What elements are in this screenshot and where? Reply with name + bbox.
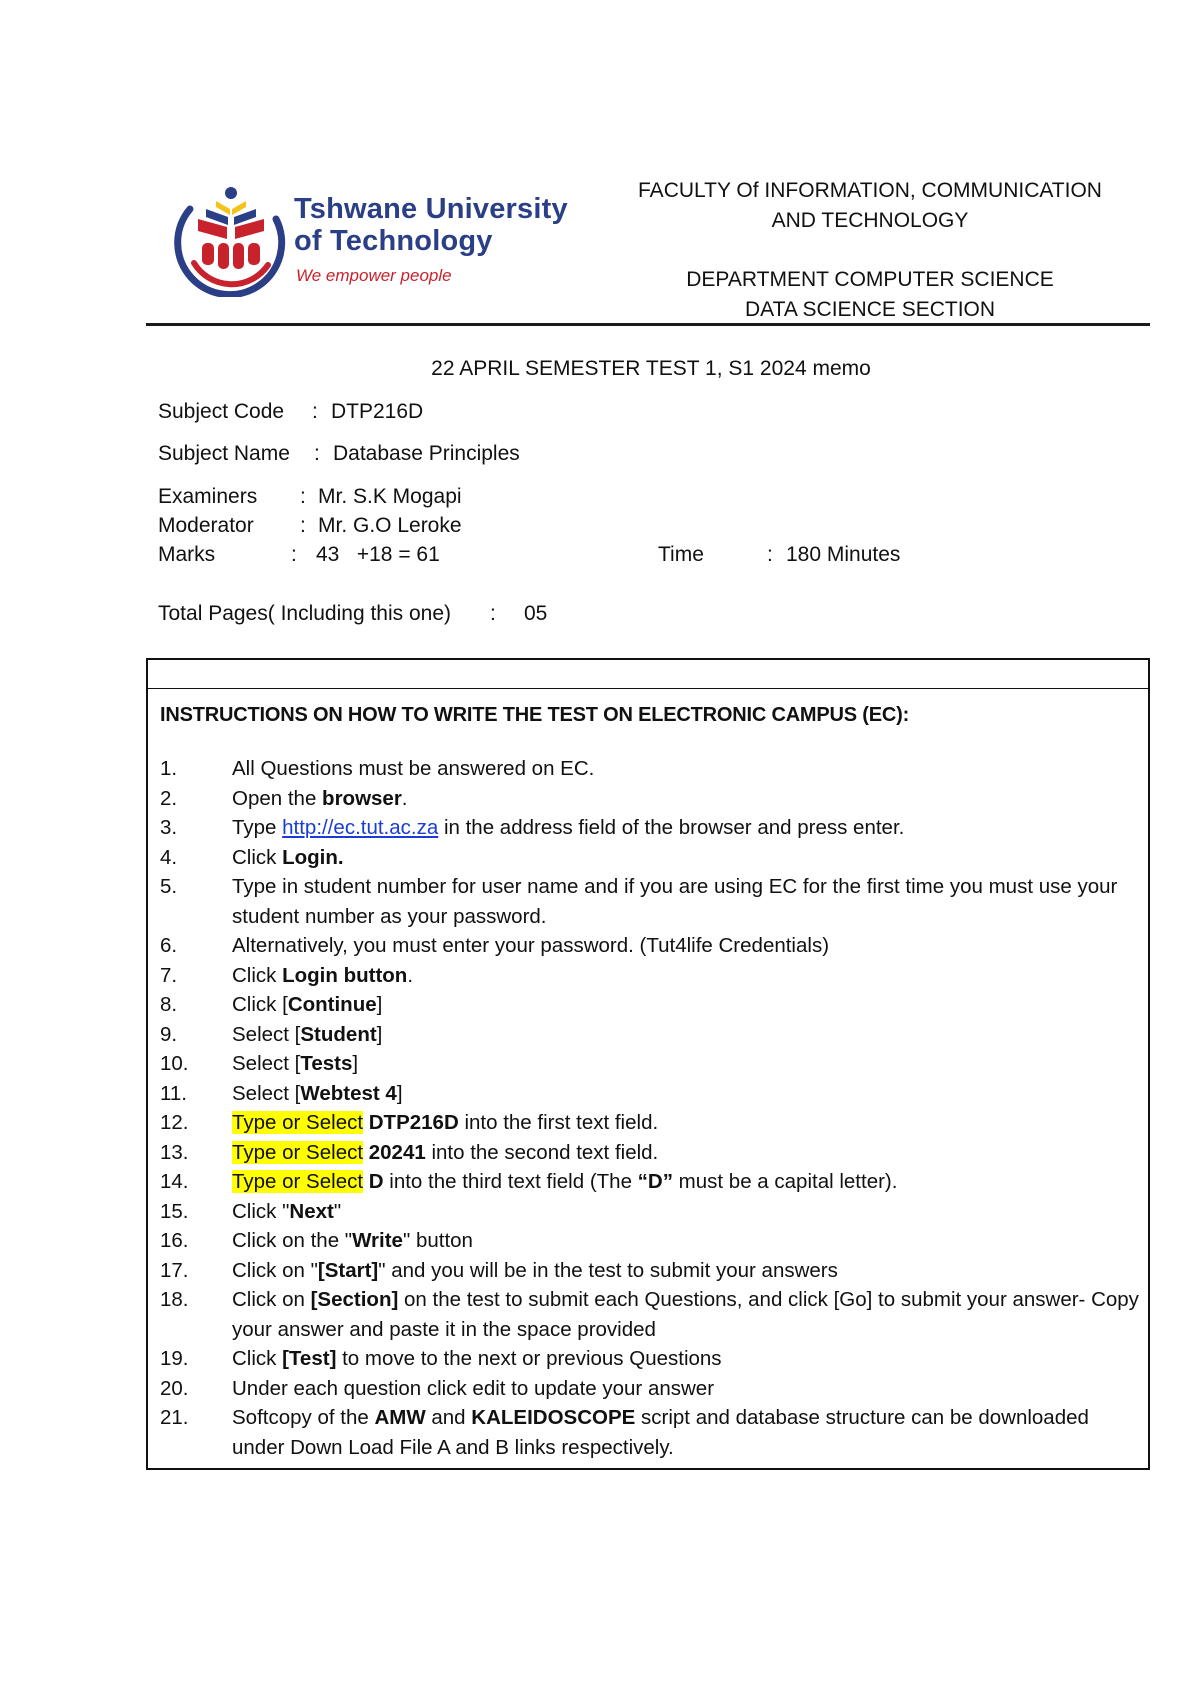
step-text-part: Click on " xyxy=(232,1258,318,1282)
faculty-line-1: FACULTY Of INFORMATION, COMMUNICATION xyxy=(638,179,1102,202)
test-title: 22 APRIL SEMESTER TEST 1, S1 2024 memo xyxy=(431,357,871,380)
examiners-value: Mr. S.K Mogapi xyxy=(318,485,462,508)
logo-name-line2: of Technology xyxy=(294,225,493,257)
instruction-step xyxy=(160,813,1140,843)
step-text-part: Alternatively, you must enter your password. (Tut4life Credentials) xyxy=(232,934,830,957)
logo-name-line1: Tshwane University xyxy=(294,193,568,225)
total-pages-value: 05 xyxy=(524,602,548,625)
faculty-block xyxy=(590,176,1150,325)
step-text-part: ] xyxy=(396,1081,403,1105)
step-text-part: " xyxy=(333,1199,342,1223)
bold-text: [Section] xyxy=(310,1288,399,1311)
step-number: 2. xyxy=(160,786,178,810)
bold-text: DTP216D xyxy=(368,1111,459,1134)
instruction-step xyxy=(160,1374,1140,1404)
step-number: 5. xyxy=(160,875,178,898)
step-text xyxy=(232,964,413,987)
bold-text: browser xyxy=(322,786,402,810)
step-number: 18. xyxy=(160,1288,189,1311)
instruction-step xyxy=(160,1020,1140,1050)
step-text xyxy=(232,1141,658,1164)
step-text-part: Click xyxy=(232,845,283,869)
step-text xyxy=(232,1406,1089,1459)
marks-label: Marks xyxy=(158,543,216,566)
ec-link[interactable]: http://ec.tut.ac.za xyxy=(282,816,439,839)
step-number: 20. xyxy=(160,1376,189,1400)
department-line-2: DATA SCIENCE SECTION xyxy=(744,298,996,321)
bold-text: Webtest 4 xyxy=(300,1081,397,1105)
step-number: 11. xyxy=(160,1081,187,1105)
instructions-box-top-row xyxy=(148,660,1148,689)
bold-text: 20241 xyxy=(368,1140,426,1164)
step-text-part: to move to the next or previous Questions xyxy=(336,1347,722,1370)
step-text-part: . xyxy=(407,963,414,987)
instruction-step xyxy=(160,1403,1140,1462)
step-number: 15. xyxy=(160,1199,189,1223)
instruction-step xyxy=(160,1285,1140,1344)
step-number: 17. xyxy=(160,1258,189,1282)
step-text-part: must be a capital letter). xyxy=(672,1170,898,1193)
marks-colon: : xyxy=(291,543,297,566)
step-text-part: . xyxy=(401,786,408,810)
moderator-colon: : xyxy=(300,514,306,537)
step-text xyxy=(232,1052,358,1075)
instruction-step xyxy=(160,1167,1140,1197)
step-text-part: ] xyxy=(352,1052,359,1075)
header-divider xyxy=(146,323,1150,326)
bold-text: [Test] xyxy=(282,1347,337,1370)
step-number: 3. xyxy=(160,816,178,839)
step-text xyxy=(232,787,408,810)
instruction-step xyxy=(160,1197,1140,1227)
step-text-part: and xyxy=(425,1406,472,1429)
examiners-colon: : xyxy=(300,485,306,508)
moderator-value: Mr. G.O Leroke xyxy=(318,514,462,537)
instruction-step xyxy=(160,990,1140,1020)
bold-text: Login. xyxy=(282,845,344,869)
highlighted-text: Type or Select xyxy=(232,1111,364,1134)
step-text xyxy=(232,1347,722,1370)
step-text xyxy=(232,1229,473,1252)
step-text xyxy=(232,1377,714,1400)
bold-text: [Start] xyxy=(317,1258,379,1282)
step-text-part: Open the xyxy=(232,786,323,810)
bold-text: Tests xyxy=(300,1052,353,1075)
instructions-list xyxy=(160,754,1140,1462)
university-logo xyxy=(172,175,572,299)
bold-text: KALEIDOSCOPE xyxy=(471,1406,636,1429)
step-number: 16. xyxy=(160,1229,189,1252)
step-text xyxy=(232,1111,658,1134)
step-number: 8. xyxy=(160,993,178,1016)
bold-text: Next xyxy=(289,1199,334,1223)
bold-text: D xyxy=(368,1170,384,1193)
step-text xyxy=(232,1288,1139,1341)
step-text xyxy=(232,934,829,957)
step-text-part: script and database structure can be downloaded under Down Load File A and B links respectively. xyxy=(232,1406,1089,1459)
subject-code-label: Subject Code xyxy=(158,400,285,423)
step-text-part: Click [ xyxy=(232,993,288,1016)
highlighted-text: Type or Select xyxy=(232,1140,364,1164)
moderator-label: Moderator xyxy=(158,514,254,537)
step-number: 7. xyxy=(160,963,178,987)
step-text-part: on the test to submit each Questions, and click [Go] to submit your answer- Copy your answer and paste it in the space provided xyxy=(232,1288,1139,1341)
instruction-step xyxy=(160,931,1140,961)
step-text-part: Click on xyxy=(232,1288,311,1311)
subject-code-colon: : xyxy=(312,400,318,423)
bold-text: Login button xyxy=(282,963,408,987)
bold-text: Student xyxy=(300,1022,377,1046)
bold-text: Continue xyxy=(287,993,377,1016)
step-number: 13. xyxy=(160,1140,189,1164)
step-text-part: into the first text field. xyxy=(458,1111,659,1134)
step-number: 4. xyxy=(160,845,178,869)
subject-name-value: Database Principles xyxy=(333,442,520,465)
instruction-step xyxy=(160,843,1140,873)
logo-tagline: We empower people xyxy=(296,266,452,285)
step-text-part: Softcopy of the xyxy=(232,1406,375,1429)
step-text-part: Type in student number for user name and if you are using EC for the first time you must use your student number as your password. xyxy=(232,875,1118,928)
examiners-label: Examiners xyxy=(158,485,258,508)
step-text-part: Select [ xyxy=(232,1022,301,1046)
tut-emblem-icon xyxy=(172,179,290,297)
bold-text: Write xyxy=(352,1229,403,1252)
subject-code-value: DTP216D xyxy=(331,400,424,423)
instructions-heading: INSTRUCTIONS ON HOW TO WRITE THE TEST ON ELECTRONIC CAMPUS (EC): xyxy=(160,704,910,726)
step-text xyxy=(232,1082,403,1105)
step-number: 1. xyxy=(160,757,178,780)
step-number: 6. xyxy=(160,934,178,957)
instruction-step xyxy=(160,754,1140,784)
step-text-part: ] xyxy=(376,993,383,1016)
step-text xyxy=(232,1259,838,1282)
highlighted-text: Type or Select xyxy=(232,1170,364,1193)
step-text-part: " button xyxy=(402,1229,473,1252)
logo-university-name xyxy=(294,193,568,257)
step-text-part: Click xyxy=(232,1347,283,1370)
step-number: 21. xyxy=(160,1406,189,1429)
time-label: Time xyxy=(658,543,704,566)
total-pages-colon: : xyxy=(490,602,496,625)
step-text-part: Type xyxy=(232,816,283,839)
instruction-step xyxy=(160,872,1140,931)
step-text-part: into the second text field. xyxy=(425,1140,659,1164)
instruction-step xyxy=(160,1226,1140,1256)
step-text xyxy=(232,993,382,1016)
department-line-1: DEPARTMENT COMPUTER SCIENCE xyxy=(686,268,1054,291)
step-number: 14. xyxy=(160,1170,189,1193)
instruction-step xyxy=(160,1079,1140,1109)
subject-name-colon: : xyxy=(314,442,320,465)
step-text xyxy=(232,816,904,839)
subject-name-label: Subject Name xyxy=(158,442,290,465)
total-pages-label: Total Pages( Including this one) xyxy=(158,602,452,625)
instruction-step xyxy=(160,1108,1140,1138)
step-number: 10. xyxy=(160,1052,189,1075)
step-text-part: Click " xyxy=(232,1199,290,1223)
step-text xyxy=(232,1200,341,1223)
step-text-part: Under each question click edit to update your answer xyxy=(232,1376,715,1400)
step-number: 12. xyxy=(160,1111,189,1134)
faculty-line-2: AND TECHNOLOGY xyxy=(771,209,969,232)
step-text-part: Click xyxy=(232,963,283,987)
instruction-step xyxy=(160,1049,1140,1079)
marks-value: 43 +18 = 61 xyxy=(316,543,440,566)
time-colon: : xyxy=(767,543,773,566)
instruction-step xyxy=(160,1256,1140,1286)
step-text-part: Click on the " xyxy=(232,1229,353,1252)
bold-text: AMW xyxy=(374,1406,426,1429)
instructions-box xyxy=(146,658,1150,1470)
instruction-step xyxy=(160,1344,1140,1374)
step-number: 9. xyxy=(160,1022,178,1046)
step-text xyxy=(232,1023,382,1046)
instruction-step xyxy=(160,784,1140,814)
instruction-step xyxy=(160,961,1140,991)
instruction-step xyxy=(160,1138,1140,1168)
step-text xyxy=(232,875,1117,928)
step-text-part: into the third text field (The xyxy=(383,1170,638,1193)
step-text-part: Select [ xyxy=(232,1081,301,1105)
step-number: 19. xyxy=(160,1347,189,1370)
time-value: 180 Minutes xyxy=(786,543,901,566)
step-text-part: Select [ xyxy=(232,1052,301,1075)
step-text xyxy=(232,1170,897,1193)
step-text-part: in the address field of the browser and press enter. xyxy=(438,816,905,839)
bold-text: “D” xyxy=(637,1170,673,1193)
step-text xyxy=(232,757,594,780)
step-text-part: " and you will be in the test to submit your answers xyxy=(378,1258,838,1282)
step-text-part: All Questions must be answered on EC. xyxy=(232,757,595,780)
step-text xyxy=(232,846,344,869)
step-text-part: ] xyxy=(376,1022,383,1046)
